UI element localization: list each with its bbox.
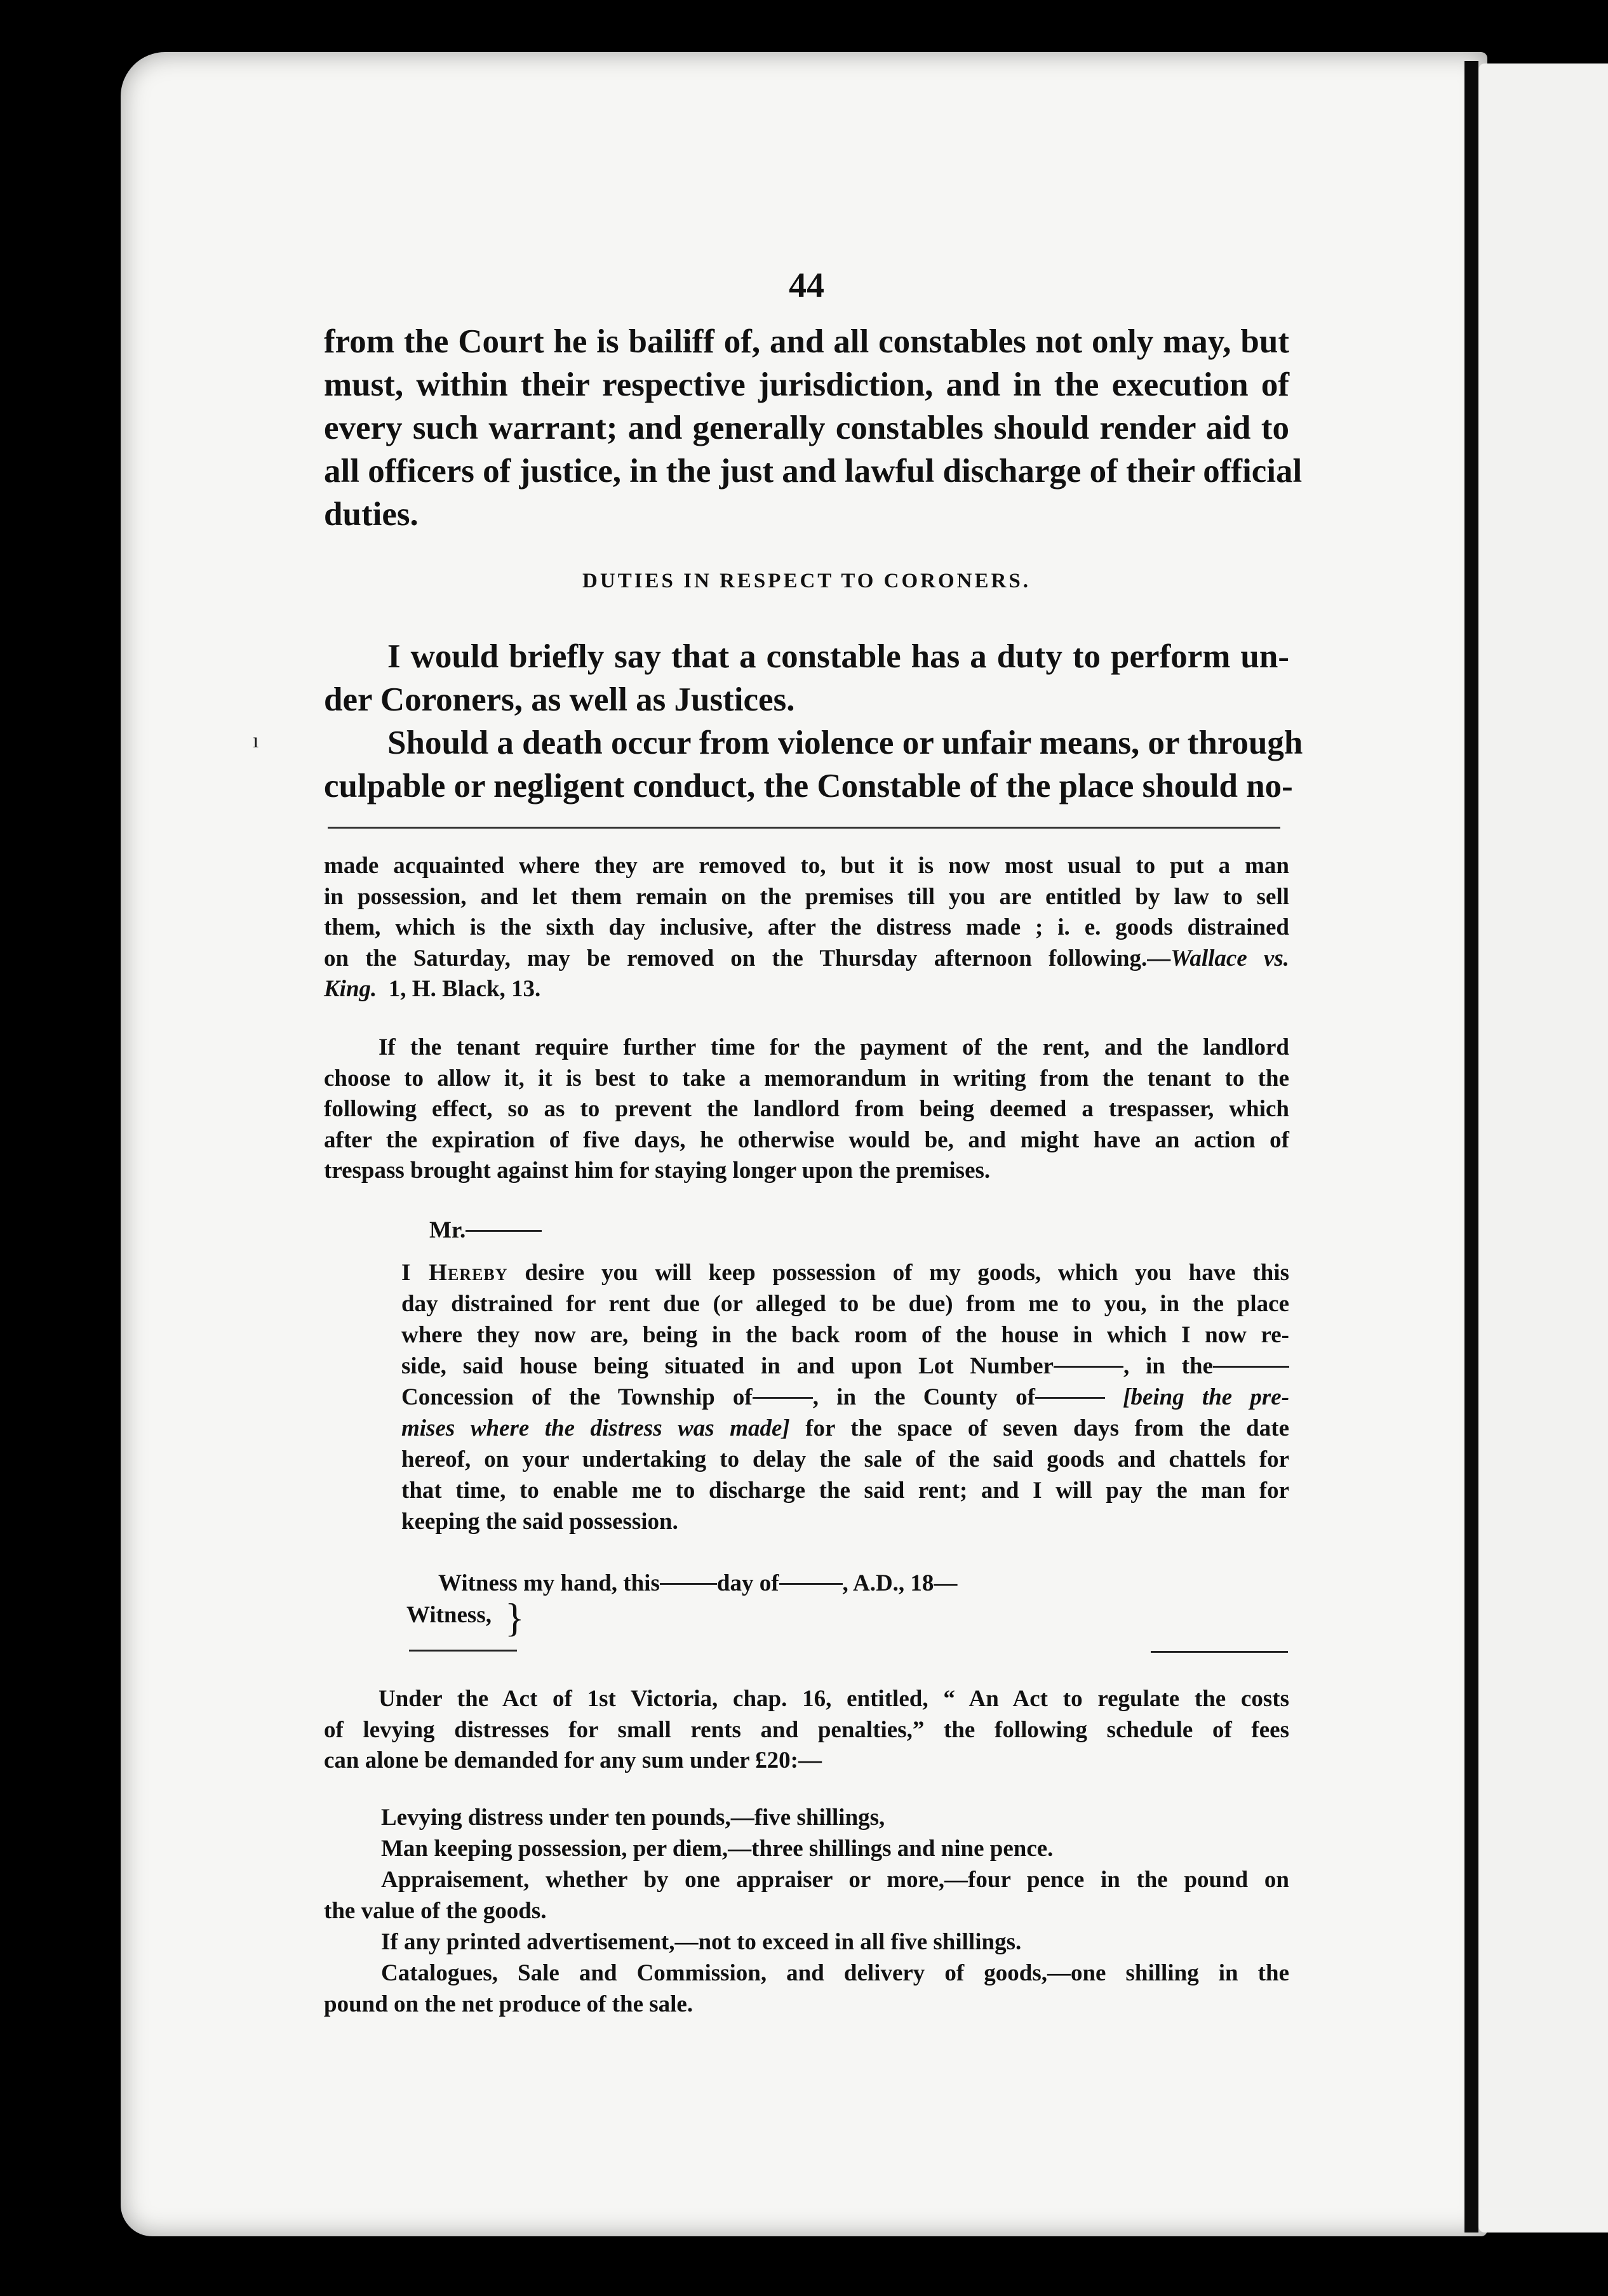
blank-line [660,1583,717,1585]
text-line: all officers of justice, in the just and lawful discharge of their official [324,453,1303,490]
fee-schedule [324,1802,1289,2020]
text-run: mises where the distress was made] [401,1415,790,1441]
text-line: after the expiration of five days, he otherwise would be, and might have an action of [324,1126,1289,1153]
page-number: 44 [789,266,824,305]
text-line: Under the Act of 1st Victoria, chap. 16, entitled, “ An Act to regulate the costs [379,1686,1289,1712]
coroners-paragraph [324,635,1303,808]
fee-item: Man keeping possession, per diem,—three shillings and nine pence. [381,1836,1054,1862]
binding-edge [1464,61,1478,2233]
fee-item: If any printed advertisement,—not to exceed in all five shillings. [381,1929,1022,1955]
witness-blank-line [409,1650,517,1652]
margin-mark: ı [253,729,259,752]
text-line: where they now are, being in the back room of the house in which I now re- [401,1322,1289,1348]
text-line: der Coroners, as well as Justices. [324,681,795,718]
text-run: , in the [1123,1353,1213,1379]
case-citation: Wallace vs. [1170,945,1289,971]
signature-blank-line [1151,1651,1288,1653]
section-heading: DUTIES IN RESPECT TO CORONERS. [582,570,1031,592]
text-line: hereof, on your undertaking to delay the sale of the said goods and chattels for [401,1446,1289,1472]
addressee-label: Mr. [429,1217,466,1243]
text-line: keeping the said possession. [401,1509,678,1535]
text-line: in possession, and let them remain on the premises till you are entitled by law to sell [324,883,1289,910]
text-line [401,1382,1289,1413]
footnote-paragraph [324,851,1289,1005]
footnote-rule [328,827,1280,829]
memorandum-intro [324,1032,1289,1187]
text-line: Should a death occur from violence or unfair means, or through [387,724,1303,761]
fee-item: Appraisement, whether by one appraiser or more,—four pence in the pound on [381,1867,1289,1893]
text-run: , A.D., 18— [842,1570,958,1596]
facing-page-edge [1478,63,1608,2233]
text-run: for the space of seven days from the date [805,1415,1289,1441]
text-line: every such warrant; and generally constables should render aid to [324,410,1289,446]
case-citation: King. [324,976,377,1002]
top-paragraph [324,320,1303,536]
text-line: trespass brought against him for staying longer upon the premises. [324,1158,991,1184]
text-line: following effect, so as to prevent the landlord from being deemed a trespasser, which [324,1096,1289,1122]
act-paragraph [324,1684,1289,1777]
text-line: that time, to enable me to discharge the said rent; and I will pay the man for [401,1478,1289,1504]
text-line: them, which is the sixth day inclusive, after the distress made ; i. e. goods distrained [324,914,1289,940]
memorandum-form [401,1257,1289,1537]
text-run: [being the pre- [1123,1384,1290,1410]
text-line [401,1351,1289,1382]
text-line: culpable or negligent conduct, the Constable of the place should no- [324,768,1293,804]
text-line [324,974,1289,1005]
text-line: must, within their respective jurisdiction, and in the execution of [324,366,1289,403]
reference: 1, H. Black, 13. [388,976,541,1002]
blank-line [1035,1397,1105,1399]
text-line [401,1413,1289,1444]
text-run: Witness my hand, this [438,1570,660,1596]
blank-line [466,1230,542,1232]
text-line: choose to allow it, it is best to take a memorandum in writing from the tenant to the [324,1065,1289,1091]
text-line: can alone be demanded for any sum under £20:— [324,1747,822,1773]
text-line: If the tenant require further time for the payment of the rent, and the landlord [379,1034,1289,1060]
text-line: day distrained for rent due (or alleged to be due) from me to you, in the place [401,1291,1289,1317]
text-run: on the Saturday, may be removed on the Thursday afternoon following.— [324,945,1171,971]
text-line: from the Court he is bailiff of, and all constables not only may, but [324,323,1289,360]
text-run: Concession of the Township of [401,1384,753,1410]
text-line [324,944,1289,975]
memo-addressee [429,1215,542,1246]
brace-mark: } [505,1595,525,1640]
text-run: day of [716,1570,779,1596]
fee-item-continuation: pound on the net produce of the sale. [324,1991,693,2017]
text-run: , in the County of [812,1384,1035,1410]
blank-line [779,1583,843,1585]
fee-item: Catalogues, Sale and Commission, and delivery of goods,—one shilling in the [381,1960,1289,1986]
fee-item-continuation: the value of the goods. [324,1898,547,1924]
text-line [401,1257,1289,1288]
text-run: desire you will keep possession of my goods, which you have this [525,1260,1289,1286]
blank-line [1213,1366,1289,1368]
text-line: duties. [324,496,419,533]
fee-item: Levying distress under ten pounds,—five shillings, [381,1805,885,1831]
blank-line [753,1397,813,1399]
witness-signature-line [438,1568,957,1599]
blank-line [1054,1366,1123,1368]
memo-lead: I Hereby [401,1260,508,1286]
text-line: made acquainted where they are removed to, but it is now most usual to put a man [324,853,1289,879]
witness-label: Witness, [406,1602,492,1628]
text-line: of levying distresses for small rents and penalties,” the following schedule of fees [324,1716,1289,1743]
text-line: I would briefly say that a constable has a duty to perform un- [387,638,1289,675]
text-run: side, said house being situated in and upon Lot Number [401,1353,1054,1379]
